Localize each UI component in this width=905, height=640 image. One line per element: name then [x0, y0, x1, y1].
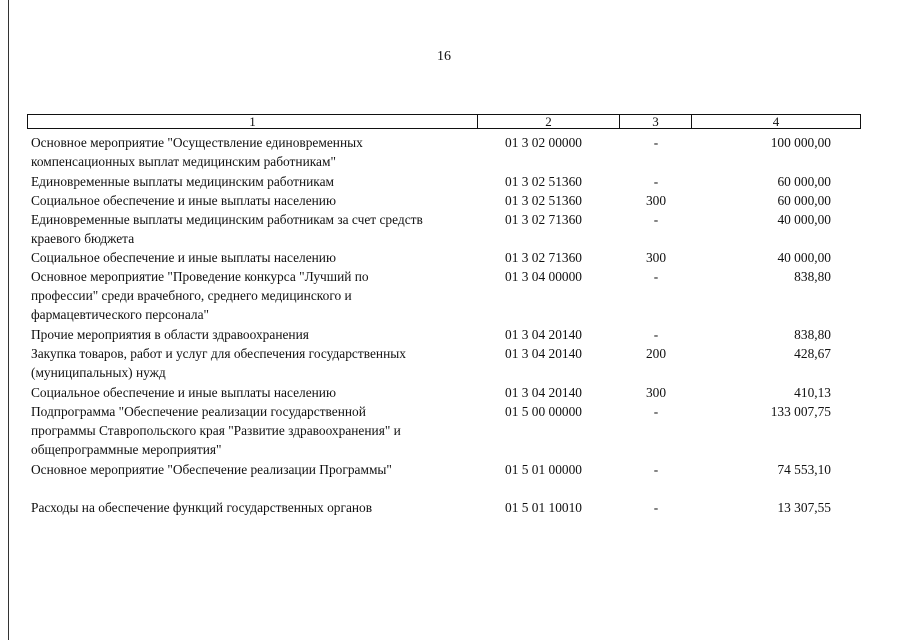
row-code: 01 3 02 71360 — [505, 212, 582, 227]
header-col-1: 1 — [28, 115, 478, 128]
row-code: 01 3 02 51360 — [505, 193, 582, 208]
row-type: - — [653, 500, 659, 515]
row-name: Социальное обеспечение и иные выплаты населению — [31, 193, 336, 208]
row-code: 01 3 04 20140 — [505, 327, 582, 342]
header-col-3: 3 — [620, 115, 692, 128]
header-col-2: 2 — [478, 115, 620, 128]
row-name: Социальное обеспечение и иные выплаты населению — [31, 385, 336, 400]
row-type: 200 — [645, 346, 667, 361]
row-amount: 60 000,00 — [777, 193, 831, 208]
row-name: Подпрограмма "Обеспечение реализации государственной программы Ставропольского края "Развитие здравоохранения" и общепрограммные мероприятия" — [31, 404, 401, 457]
row-code: 01 3 04 20140 — [505, 385, 582, 400]
row-type: - — [653, 135, 659, 150]
row-amount: 40 000,00 — [777, 212, 831, 227]
row-amount: 100 000,00 — [770, 135, 831, 150]
row-type: - — [653, 404, 659, 419]
row-name: Основное мероприятие "Обеспечение реализации Программы" — [31, 462, 392, 477]
row-amount: 838,80 — [794, 327, 831, 342]
row-code: 01 3 02 71360 — [505, 250, 582, 265]
row-code: 01 3 02 00000 — [505, 135, 582, 150]
row-name: Единовременные выплаты медицинским работникам — [31, 174, 335, 189]
row-code: 01 5 01 00000 — [505, 462, 582, 477]
row-amount: 428,67 — [794, 346, 831, 361]
row-amount: 40 000,00 — [777, 250, 831, 265]
row-type: 300 — [645, 385, 667, 400]
row-amount: 74 553,10 — [777, 462, 831, 477]
row-name: Закупка товаров, работ и услуг для обеспечения государственных (муниципальных) нужд — [31, 346, 406, 380]
row-name: Социальное обеспечение и иные выплаты населению — [31, 250, 336, 265]
page-number: 16 — [437, 49, 451, 64]
row-amount: 838,80 — [794, 269, 831, 284]
row-name: Прочие мероприятия в области здравоохранения — [31, 327, 309, 342]
row-code: 01 3 04 00000 — [505, 269, 582, 284]
row-name: Основное мероприятие "Осуществление единовременных компенсационных выплат медицинским работникам" — [31, 135, 363, 169]
table-header — [27, 114, 861, 129]
row-code: 01 3 02 51360 — [505, 174, 582, 189]
row-type: - — [653, 462, 659, 477]
row-amount: 13 307,55 — [777, 500, 831, 515]
page-left-border — [8, 0, 9, 640]
row-amount: 410,13 — [794, 385, 831, 400]
row-type: - — [653, 174, 659, 189]
row-type: - — [653, 269, 659, 284]
header-col-4: 4 — [772, 114, 780, 129]
row-amount: 133 007,75 — [770, 404, 831, 419]
row-name: Основное мероприятие "Проведение конкурса "Лучший по профессии" среди врачебного, среднего медицинского и фармацевтического персонала" — [31, 269, 369, 322]
row-name: Единовременные выплаты медицинским работникам за счет средств краевого бюджета — [31, 212, 423, 246]
row-code: 01 5 00 00000 — [505, 404, 582, 419]
row-name: Расходы на обеспечение функций государственных органов — [31, 500, 373, 515]
row-type: - — [653, 327, 659, 342]
row-code: 01 5 01 10010 — [505, 500, 582, 515]
row-type: 300 — [645, 250, 667, 265]
row-amount: 60 000,00 — [777, 174, 831, 189]
row-type: 300 — [645, 193, 667, 208]
row-code: 01 3 04 20140 — [505, 346, 582, 361]
row-type: - — [653, 212, 659, 227]
